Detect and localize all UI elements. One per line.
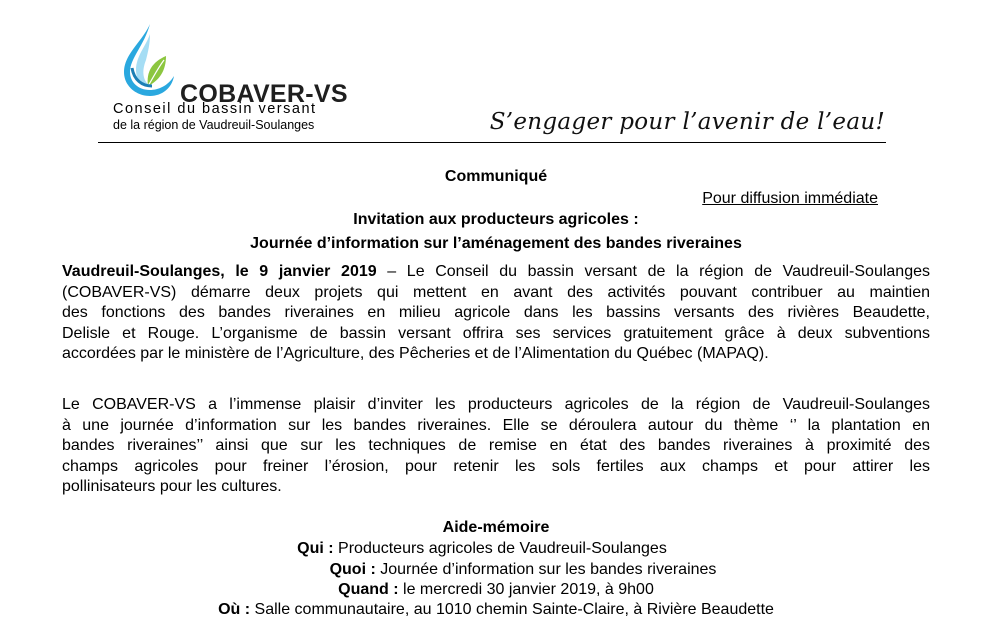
memo-quoi [89, 561, 957, 579]
slogan: S’engager pour l’avenir de l’eau! [489, 109, 885, 135]
paragraph-invitation [62, 395, 930, 498]
header-divider [98, 142, 886, 143]
memo-qui-value: Producteurs agricoles de Vaudreuil-Soulanges [333, 540, 667, 557]
dateline: Vaudreuil-Soulanges, le 9 janvier 2019 [62, 263, 377, 280]
memo-ou-label: Où : [218, 601, 251, 618]
memo-ou [62, 601, 930, 619]
memo-quand-value: le mercredi 30 janvier 2019, à 9h00 [398, 581, 654, 598]
paragraph-invitation-line1: Le COBAVER-VS a l’immense plaisir d’inviter les producteurs agricoles de la région de Vaudreuil-Soulanges [62, 396, 930, 413]
paragraph-intro-line5: accordées par le ministère de l’Agriculture, des Pêcheries et de l’Alimentation du Québec (MAPAQ). [62, 345, 769, 362]
paragraph-intro-line3: des fonctions des bandes riveraines en milieu agricole dans les bassins versants des rivières Beaudette, [62, 304, 930, 321]
memo-quoi-label: Quoi : [329, 561, 376, 578]
paragraph-invitation-line3: bandes riveraines’’ ainsi que sur les techniques de remise en état des bandes riveraines à proximité des [62, 437, 930, 454]
paragraph-intro-line1 [62, 262, 930, 283]
memo-qui [48, 540, 916, 558]
paragraph-intro-line2: (COBAVER-VS) démarre deux projets qui mettent en avant des activités pouvant contribuer au maintien [62, 283, 930, 301]
invitation-heading-line1: Invitation aux producteurs agricoles : [353, 211, 639, 228]
org-subtitle-line1: Conseil du bassin versant [113, 101, 317, 117]
paragraph-invitation-line4: champs agricoles pour freiner l’érosion, pour retenir les sols fertiles aux champs et pour attirer les [62, 457, 930, 475]
paragraph-intro [62, 262, 930, 365]
paragraph-intro-line1-text: – Le Conseil du bassin versant de la région de Vaudreuil-Soulanges [376, 263, 930, 280]
invitation-heading-line2: Journée d’information sur l’aménagement des bandes riveraines [250, 235, 742, 252]
memo-quand-label: Quand : [338, 581, 399, 598]
org-name: COBAVER-VS [180, 80, 348, 108]
memo-title: Aide-mémoire [442, 519, 550, 536]
memo-ou-value: Salle communautaire, au 1010 chemin Sainte-Claire, à Rivière Beaudette [250, 601, 774, 618]
diffusion-notice: Pour diffusion immédiate [702, 190, 878, 207]
document-title: Communiqué [444, 168, 548, 185]
paragraph-invitation-line5: pollinisateurs pour les cultures. [62, 478, 282, 495]
org-subtitle-line2: de la région de Vaudreuil-Soulanges [113, 118, 315, 132]
paragraph-intro-line4: Delisle et Rouge. L’organisme de bassin versant offrira ses services gratuitement grâce à deux subventions [62, 324, 930, 342]
memo-quand [62, 581, 930, 599]
memo-quoi-value: Journée d’information sur les bandes riveraines [375, 561, 717, 578]
cobaver-logo-icon [112, 20, 182, 100]
paragraph-invitation-line2: à une journée d’information sur les bandes riveraines. Elle se déroulera autour du thème ‘’ la plantation en [62, 416, 930, 434]
memo-qui-label: Qui : [297, 540, 334, 557]
